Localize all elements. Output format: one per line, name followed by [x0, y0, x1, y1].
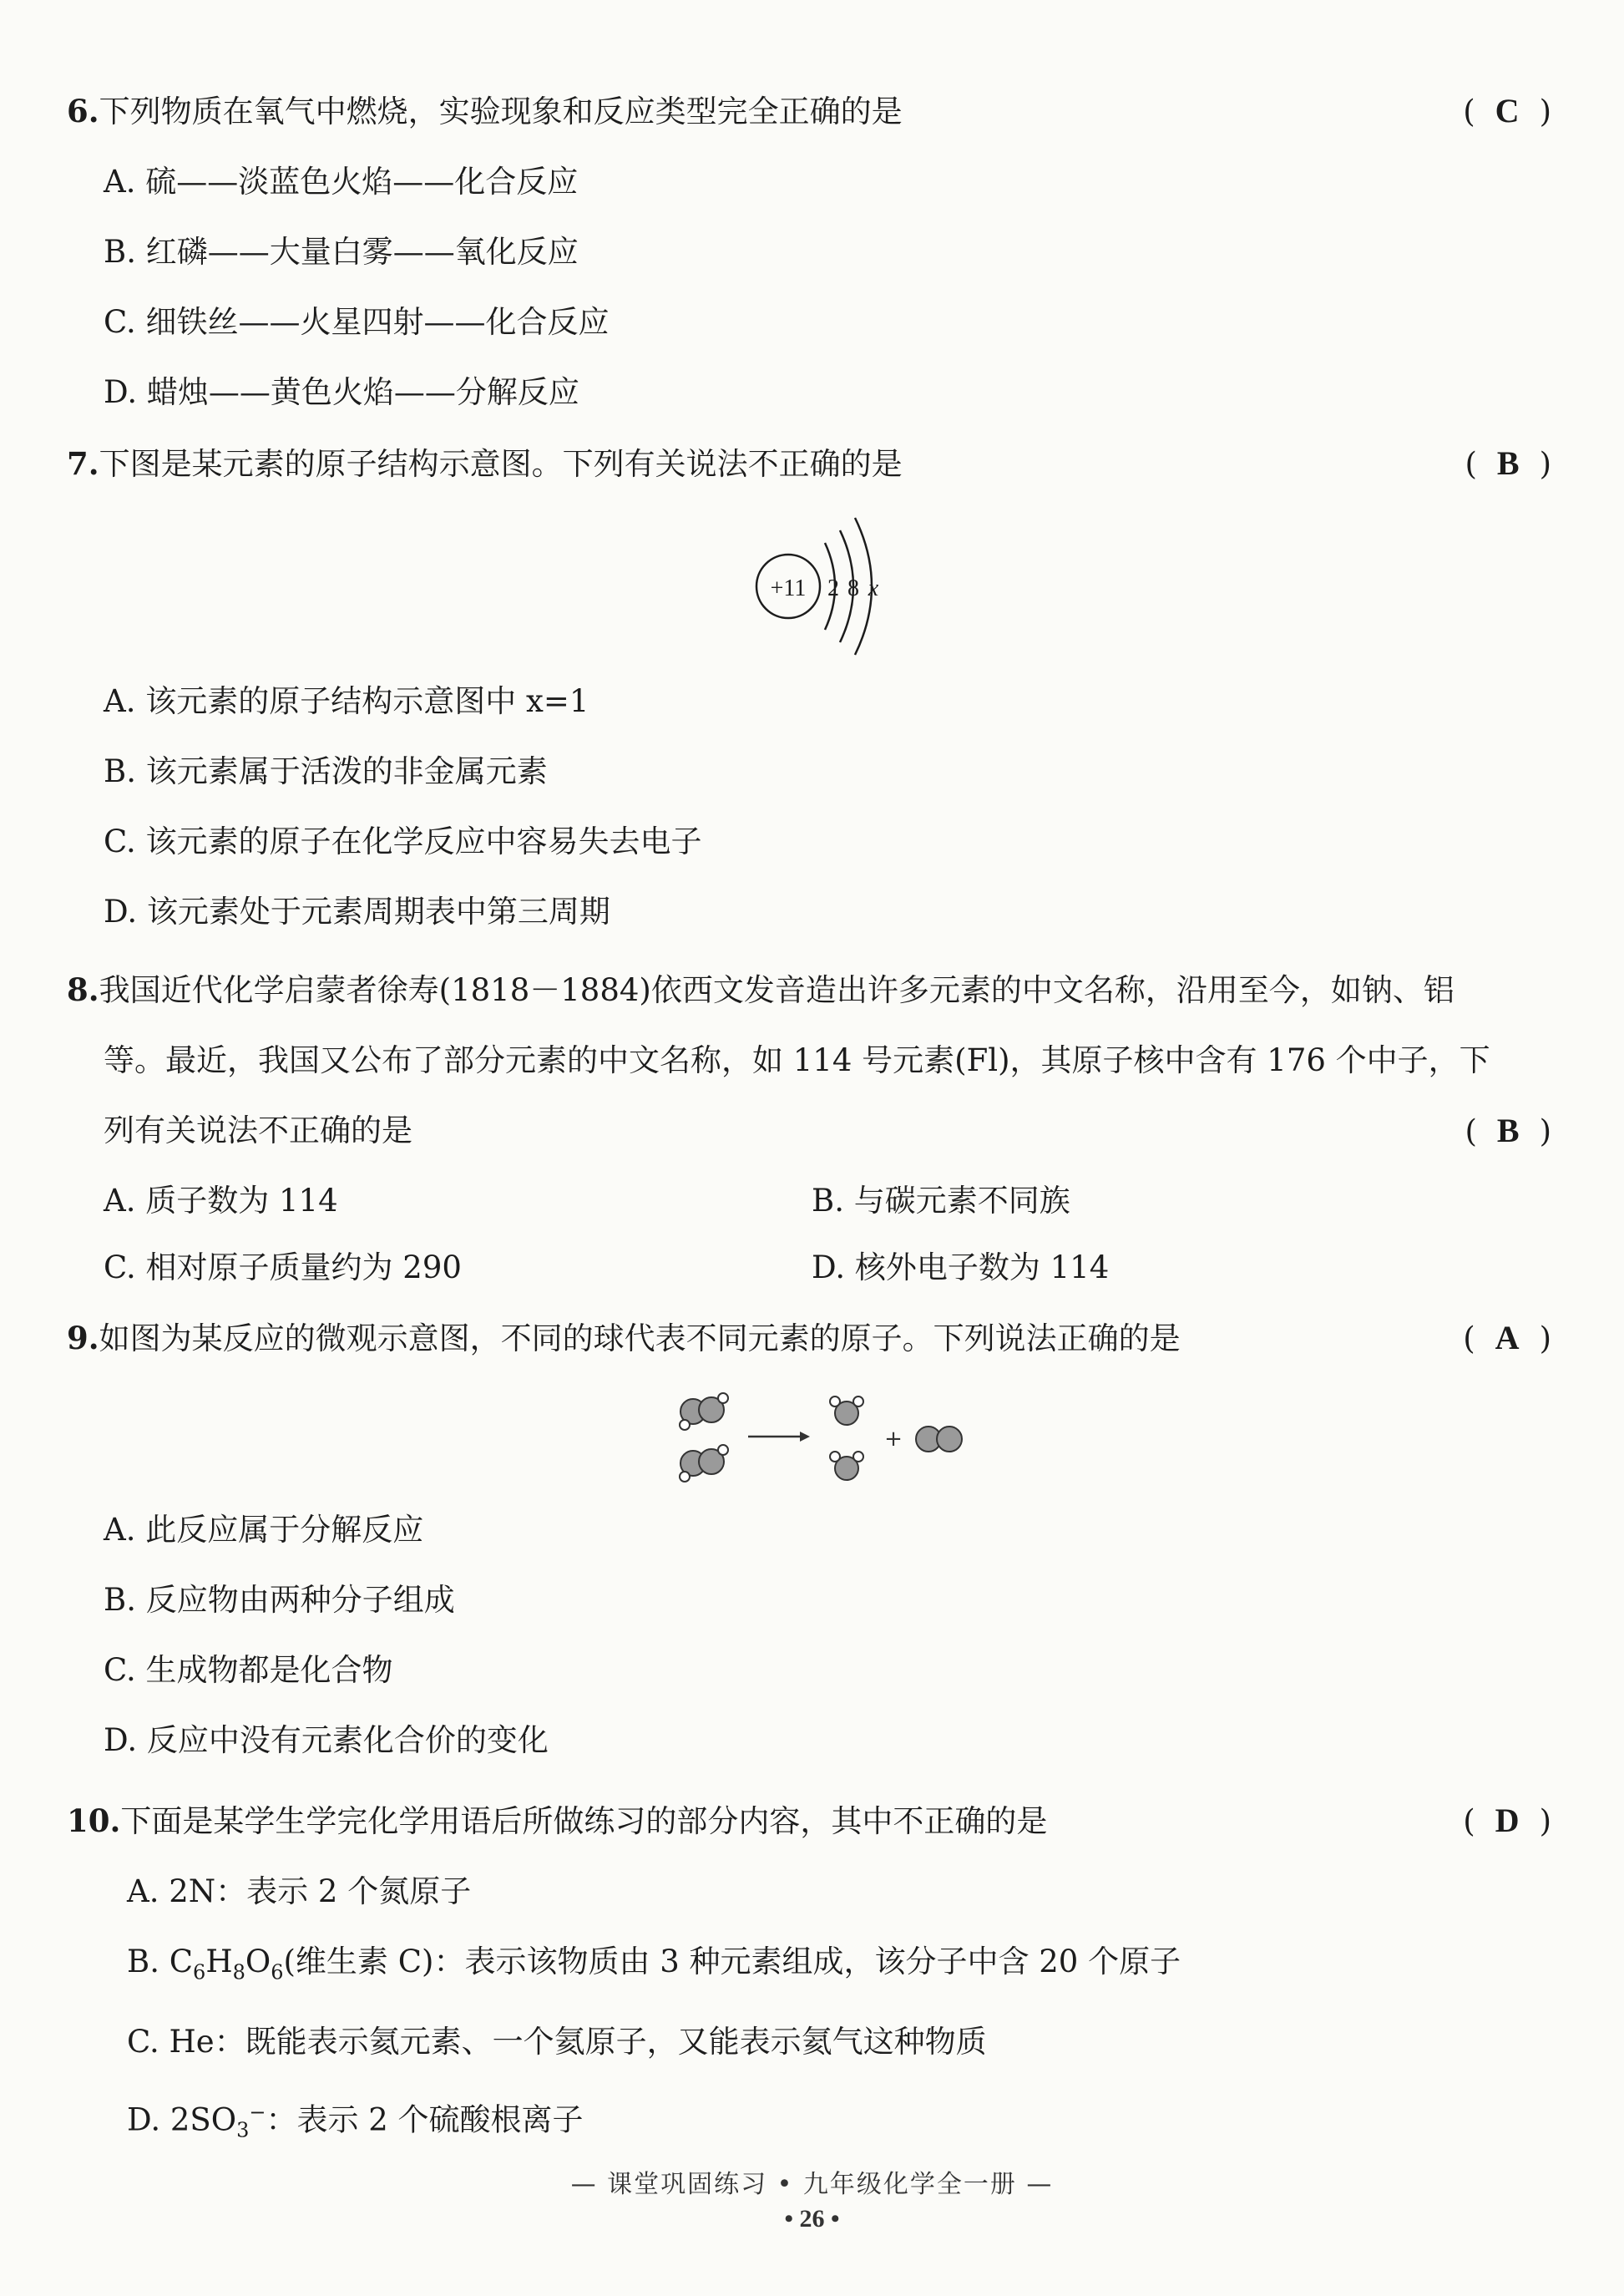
- option-a: A. 此反应属于分解反应: [104, 1512, 424, 1548]
- subscript: 8: [232, 1960, 245, 1984]
- shell-1-count: 2: [827, 575, 839, 601]
- question-text-line-2: 等。最近，我国又公布了部分元素的中文名称，如 114 号元素(Fl)，其原子核中含有 176 个中子，下: [104, 1042, 1490, 1078]
- option-row-2: [67, 1247, 1553, 1289]
- shell-2-count: 8: [847, 575, 859, 601]
- subscript: 6: [271, 1960, 284, 1984]
- option-text: (维生素 C)：表示该物质由 3 种元素组成，该分子中含 20 个原子: [283, 1944, 1181, 1979]
- shell-3-count: x: [868, 575, 879, 601]
- question-7-options: [67, 664, 1553, 933]
- question-6-stem: [67, 90, 1553, 133]
- question-text: 如图为某反应的微观示意图，不同的球代表不同元素的原子。下列说法正确的是: [99, 1320, 1181, 1356]
- option-c: C. 细铁丝——火星四射——化合反应: [104, 304, 610, 340]
- option-b: B. 与碳元素不同族: [812, 1183, 1070, 1219]
- question-text-line-1: 我国近代化学启蒙者徐寿(1818－1884)依西文发音造出许多元素的中文名称，沿用至今，如钠、铝: [99, 972, 1455, 1008]
- page-number: • 26 •: [784, 2205, 840, 2233]
- question-6: [67, 90, 1553, 413]
- question-number: 9.: [67, 1320, 99, 1356]
- option-a: A. 该元素的原子结构示意图中 x=1: [104, 683, 589, 719]
- answer-bracket: ( B ): [1465, 1112, 1553, 1149]
- superscript: −: [249, 2101, 266, 2125]
- answer-bracket: ( A ): [1463, 1319, 1553, 1356]
- answer-bracket: ( D ): [1463, 1802, 1553, 1839]
- question-10: [67, 1800, 1553, 2152]
- option-d: D. 反应中没有元素化合价的变化: [104, 1722, 549, 1758]
- question-7: [67, 443, 1553, 485]
- formula-part: H: [205, 1944, 233, 1979]
- formula-prefix: D. 2SO: [127, 2101, 237, 2138]
- question-text: 下面是某学生学完化学用语后所做练习的部分内容，其中不正确的是: [120, 1803, 1048, 1839]
- answer-letter: A: [1495, 1319, 1521, 1356]
- subscript: 3: [236, 2119, 250, 2143]
- answer-bracket: ( B ): [1465, 444, 1553, 482]
- question-number: 6.: [67, 93, 99, 129]
- question-9: [67, 1317, 1553, 1360]
- option-a: A. 2N：表示 2 个氮原子: [127, 1873, 472, 1909]
- subscript: 6: [193, 1960, 206, 1984]
- question-7-stem: [67, 443, 1553, 485]
- option-c: C. 相对原子质量约为 290: [104, 1249, 462, 1285]
- option-b: B. 红磷——大量白雾——氧化反应: [104, 234, 579, 270]
- option-c: C. He：既能表示氦元素、一个氦原子，又能表示氦气这种物质: [127, 2024, 987, 2060]
- answer-letter: C: [1495, 92, 1521, 129]
- answer-bracket: ( C ): [1463, 92, 1553, 129]
- option-a: A. 质子数为 114: [104, 1183, 338, 1219]
- question-10-stem: [67, 1800, 1553, 1842]
- option-c: C. 生成物都是化合物: [104, 1652, 393, 1688]
- product-molecule: [830, 1452, 863, 1480]
- option-d: [67, 2091, 1553, 2152]
- question-9-stem: [67, 1317, 1553, 1360]
- option-b: B. 反应物由两种分子组成: [104, 1582, 455, 1618]
- option-d: D. 核外电子数为 114: [812, 1249, 1110, 1285]
- question-number: 10.: [67, 1802, 121, 1839]
- product-molecule: [830, 1396, 863, 1425]
- reactant-molecule: [680, 1445, 728, 1482]
- question-text-line-3: 列有关说法不正确的是: [104, 1113, 412, 1148]
- formula-part: O: [245, 1944, 271, 1979]
- product-molecule: [916, 1427, 962, 1452]
- plus-sign: +: [884, 1427, 903, 1452]
- nucleus-charge: +11: [770, 575, 807, 601]
- option-d: D. 蜡烛——黄色火焰——分解反应: [104, 374, 579, 410]
- reaction-arrow: [748, 1432, 810, 1442]
- question-number: 8.: [67, 971, 99, 1008]
- option-text: ：表示 2 个硫酸根离子: [266, 2101, 584, 2138]
- answer-letter: B: [1496, 1112, 1521, 1149]
- option-c: C. 该元素的原子在化学反应中容易失去电子: [104, 824, 702, 859]
- atom-structure-diagram: [743, 514, 902, 660]
- reactant-molecule: [680, 1393, 728, 1430]
- footer-title: — 课堂巩固练习 • 九年级化学全一册 —: [570, 2170, 1054, 2199]
- option-b: [67, 1941, 1553, 1993]
- option-a: A. 硫——淡蓝色火焰——化合反应: [104, 164, 579, 200]
- question-8: [67, 969, 1553, 1289]
- question-text: 下列物质在氧气中燃烧，实验现象和反应类型完全正确的是: [99, 94, 903, 129]
- question-text: 下图是某元素的原子结构示意图。下列有关说法不正确的是: [99, 446, 903, 482]
- question-8-line-3: [67, 1110, 1553, 1152]
- answer-letter: B: [1496, 444, 1521, 482]
- option-row-1: [67, 1180, 1553, 1222]
- question-number: 7.: [67, 445, 99, 482]
- question-9-options: [67, 1491, 1553, 1761]
- formula-prefix: B. C: [127, 1944, 194, 1979]
- answer-letter: D: [1495, 1802, 1521, 1839]
- option-d: D. 该元素处于元素周期表中第三周期: [104, 894, 610, 930]
- option-b: B. 该元素属于活泼的非金属元素: [104, 753, 548, 789]
- reaction-micro-diagram: [668, 1386, 977, 1487]
- question-8-stem: [67, 969, 1553, 1011]
